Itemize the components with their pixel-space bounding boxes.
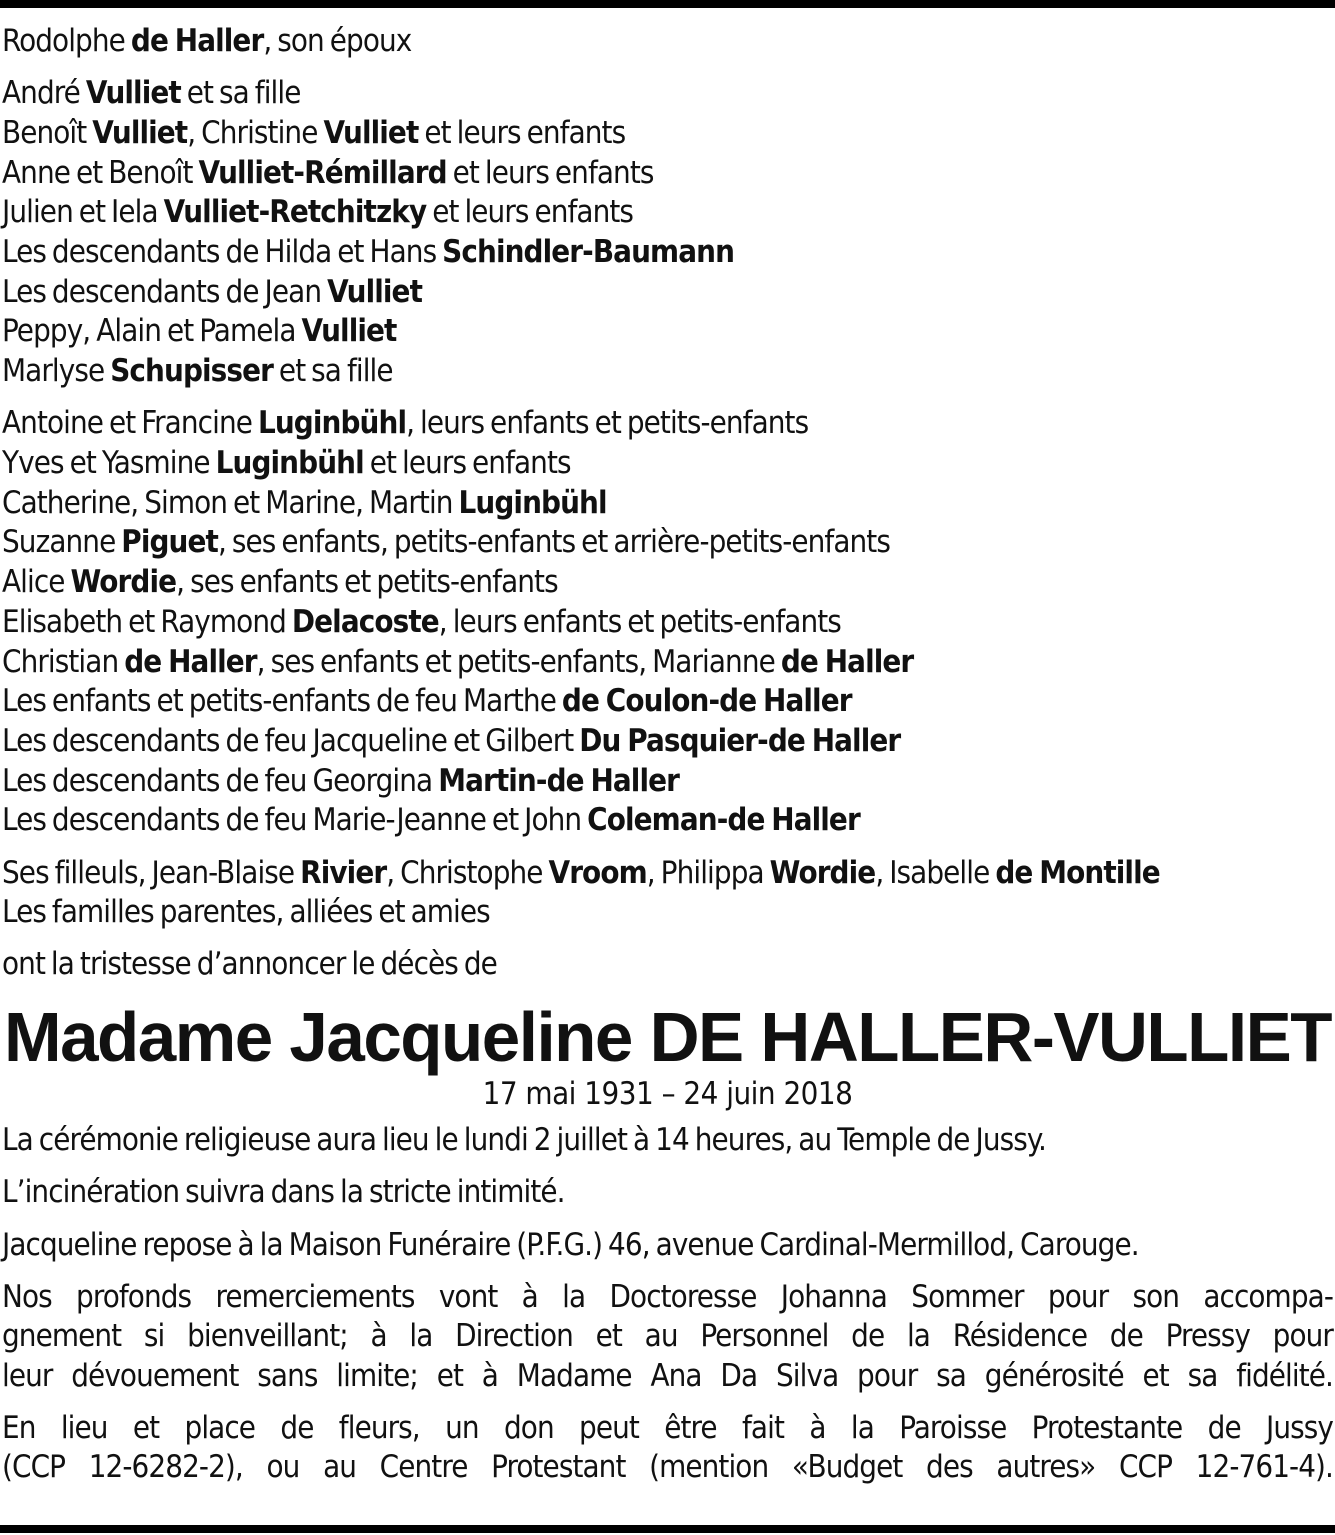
family-name: Vulliet: [301, 313, 397, 350]
line-text: et leurs enfants: [418, 114, 626, 151]
family-name: de Haller: [124, 643, 257, 680]
family-line: [2, 523, 1333, 563]
thanks-line: gnement si bienveillant; à la Direction et au Personnel de la Résidence de Pressy pour: [2, 1318, 1333, 1355]
line-text: , Christine: [187, 114, 324, 151]
line-text: Elisabeth et Raymond: [2, 603, 292, 640]
family-line: [2, 643, 1333, 683]
family-line: [2, 563, 1333, 603]
resting-place-info: Jacqueline repose à la Maison Funéraire (P.F.G.) 46, avenue Cardinal-Mermillod, Carouge.: [2, 1226, 1139, 1263]
family-name: Wordie: [70, 564, 177, 601]
line-text: Christian: [2, 643, 125, 680]
family-line: [2, 762, 1333, 802]
line-text: Les descendants de Jean: [2, 273, 328, 310]
line-text: , ses enfants et petits-enfants, Marianne: [256, 643, 781, 680]
line-text: Marlyse: [2, 353, 111, 390]
top-rule: [0, 0, 1335, 8]
line-text: et sa fille: [180, 75, 301, 112]
family-name: Vroom: [548, 854, 647, 891]
line-text: Les enfants et petits-enfants de feu Marthe: [2, 683, 562, 720]
family-line: [2, 273, 1333, 313]
family-name: de Montille: [995, 854, 1160, 891]
family-name: Vulliet: [92, 114, 188, 151]
line-text: , Christophe: [386, 854, 549, 891]
family-line: [2, 484, 1333, 524]
line-text: Les descendants de feu Jacqueline et Gilbert: [2, 722, 580, 759]
family-name: Vulliet-Rémillard: [198, 154, 447, 191]
family-line: [2, 854, 1333, 894]
announcement-line: ont la tristesse d’annoncer le décès de: [2, 946, 497, 983]
line-text: Les descendants de feu Marie-Jeanne et John: [2, 802, 588, 839]
line-text: , leurs enfants et petits-enfants: [406, 405, 809, 442]
family-name: Rivier: [300, 854, 387, 891]
family-name: Piguet: [121, 524, 218, 561]
donation-line: En lieu et place de fleurs, un don peut être fait à la Paroisse Protestante de Jussy: [2, 1409, 1333, 1446]
line-text: Les familles parentes, alliées et amies: [2, 894, 490, 931]
family-name: Schupisser: [110, 353, 273, 390]
family-line: [2, 154, 1333, 194]
line-text: et leurs enfants: [446, 154, 654, 191]
family-name: Martin-de Haller: [438, 762, 679, 799]
family-name: Delacoste: [291, 603, 439, 640]
family-line: [2, 603, 1333, 643]
family-line: [2, 352, 1333, 392]
family-line: [2, 722, 1333, 762]
family-name: Vulliet: [323, 114, 419, 151]
line-text: Anne et Benoît: [2, 154, 199, 191]
family-line: [2, 193, 1333, 233]
family-name: Luginbühl: [257, 405, 407, 442]
family-name: de Coulon-de Haller: [561, 683, 852, 720]
line-text: Yves et Yasmine: [2, 445, 216, 482]
family-name: Vulliet: [327, 273, 423, 310]
donation-paragraph: [2, 1409, 1333, 1488]
family-group-1: [2, 74, 1333, 392]
family-line: [2, 74, 1333, 114]
spouse-line: Rodolphe de Haller, son époux: [2, 23, 412, 59]
family-name: Vulliet-Retchitzky: [163, 194, 427, 231]
family-line: [2, 682, 1333, 722]
line-text: Les descendants de Hilda et Hans: [2, 234, 443, 271]
line-text: , ses enfants et petits-enfants: [176, 564, 558, 601]
family-line: [2, 801, 1333, 841]
family-name: Coleman-de Haller: [587, 802, 860, 839]
line-text: et leurs enfants: [363, 445, 571, 482]
line-text: , leurs enfants et petits-enfants: [438, 603, 841, 640]
line-text: , Philippa: [646, 854, 770, 891]
line-text: Benoît: [2, 114, 93, 151]
family-line: [2, 312, 1333, 352]
family-name: Vulliet: [85, 75, 181, 112]
line-text: Les descendants de feu Georgina: [2, 762, 439, 799]
line-text: , ses enfants, petits-enfants et arrière-petits-enfants: [217, 524, 890, 561]
family-line: [2, 233, 1333, 273]
deceased-name: Madame Jacqueline DE HALLER-VULLIET: [3, 998, 1331, 1077]
family-name: Schindler-Baumann: [442, 234, 735, 271]
line-text: et leurs enfants: [426, 194, 634, 231]
donation-line: (CCP 12-6282-2), ou au Centre Protestant (mention «Budget des autres» CCP 12-761-4).: [2, 1449, 1333, 1486]
family-name: de Haller: [780, 643, 914, 680]
line-text: Catherine, Simon et Marine, Martin: [2, 484, 459, 521]
thanks-line: Nos profonds remerciements vont à la Doctoresse Johanna Sommer pour son accompa-: [2, 1278, 1333, 1315]
family-name: Luginbühl: [215, 445, 364, 482]
line-text: Peppy, Alain et Pamela: [2, 313, 302, 350]
family-line: [2, 444, 1333, 484]
family-line: [2, 114, 1333, 154]
line-text: Julien et Iela: [2, 194, 164, 231]
family-name: Wordie: [769, 854, 876, 891]
line-text: et sa fille: [272, 353, 393, 390]
bottom-rule: [0, 1525, 1335, 1533]
line-text: Suzanne: [2, 524, 122, 561]
incineration-info: L’incinération suivra dans la stricte intimité.: [2, 1174, 565, 1211]
family-line: [2, 893, 1333, 933]
life-dates: 17 mai 1931 – 24 juin 2018: [482, 1076, 853, 1113]
ceremony-info: La cérémonie religieuse aura lieu le lundi 2 juillet à 14 heures, au Temple de Jussy.: [2, 1122, 1046, 1159]
thanks-paragraph: [2, 1278, 1333, 1397]
family-group-2: [2, 404, 1333, 841]
line-text: , Isabelle: [875, 854, 996, 891]
line-text: Ses filleuls, Jean-Blaise: [2, 854, 301, 891]
thanks-line: leur dévouement sans limite; et à Madame Ana Da Silva pour sa générosité et sa fidélité.: [2, 1357, 1333, 1394]
family-group-3: [2, 854, 1333, 933]
line-text: André: [2, 75, 86, 112]
family-name: Du Pasquier-de Haller: [579, 722, 901, 759]
family-name: Luginbühl: [458, 484, 607, 521]
line-text: Alice: [2, 564, 71, 601]
obituary-content: [2, 22, 1333, 1488]
family-line: [2, 404, 1333, 444]
line-text: Antoine et Francine: [2, 405, 258, 442]
